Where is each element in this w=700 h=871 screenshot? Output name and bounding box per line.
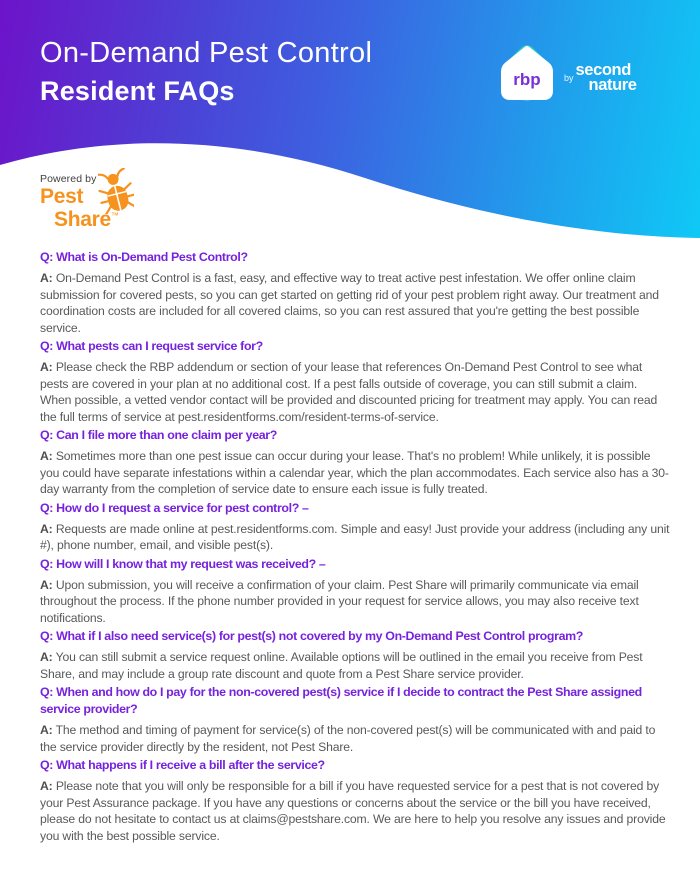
faq-question: Q: How will I know that my request was received? –: [40, 556, 326, 571]
faq-answer: A: Sometimes more than one pest issue can occur during your lease. That's no problem! While unlikely, it is possible you could have separate infestations within a calendar year, which the plan accommodates. Each service also has a 30-day warranty from the completion of service date to ensure each issue is fully treated.: [40, 449, 669, 496]
faq-question: Q: How do I request a service for pest control? –: [40, 500, 309, 515]
header-titles: [40, 36, 372, 107]
answer-label: A:: [40, 723, 53, 737]
faq-item: [40, 338, 670, 425]
pestshare-logo: [40, 173, 180, 229]
faq-answer: A: You can still submit a service request online. Available options will be outlined in the email you receive from Pest Share, and may include a group rate discount and quote from a Pest Share service provider.: [40, 650, 643, 681]
trademark-symbol: ™: [110, 211, 119, 220]
answer-label: A:: [40, 449, 53, 463]
faq-question: Q: What if I also need service(s) for pest(s) not covered by my On-Demand Pest Control program?: [40, 629, 584, 643]
faq-question: Q: What is On-Demand Pest Control?: [40, 250, 248, 264]
faq-answer: A: Please note that you will only be responsible for a bill if you have requested service for a pest that is not covered by your Pest Assurance package. If you have any questions or concerns about the service or the bill you have received, please do not hesitate to contact us at claims@pestshare.com. We are here to help you resolve any issues and provide you with the best possible service.: [40, 779, 666, 843]
faq-item: [40, 249, 670, 336]
faq-answer: A: Upon submission, you will receive a confirmation of your claim. Pest Share will primarily communicate via email throughout the process. If the phone number provided in your request for service allows, you may also receive text notifications.: [40, 577, 639, 625]
faq-item: [40, 628, 670, 682]
bug-icon: [98, 168, 134, 214]
answer-label: A:: [40, 779, 53, 793]
faq-item: [40, 684, 670, 755]
answer-label: A:: [40, 650, 53, 664]
faq-answer: A: On-Demand Pest Control is a fast, easy, and effective way to treat active pest infestation. We offer online claim submission for covered pests, so you can get started on getting rid of your pest problem right away. Our treatment and coordination costs are included for all covered claims, so you can rest assured that you're getting the best possible service.: [40, 271, 659, 335]
faq-question: Q: What pests can I request service for?: [40, 339, 263, 353]
faq-item: [40, 556, 670, 627]
pestshare-word-pest: Pest: [40, 185, 84, 208]
faq-answer: A: Please check the RBP addendum or section of your lease that references On-Demand Pest Control to see what pests are covered in your plan at no additional cost. If a pest falls outside of coverage, you can still submit a claim. When possible, a vetted vendor contact will be provided and discounted pricing for treatment may apply. You can read the full terms of service at pest.residentforms.com/resident-terms-of-service.: [40, 360, 658, 424]
header-banner: [0, 0, 700, 240]
page-title: On-Demand Pest Control: [40, 37, 373, 69]
faq-question: Q: When and how do I pay for the non-covered pest(s) service if I decide to contract the Pest Share assigned service provider?: [40, 685, 642, 716]
rbp-second-nature-logo: [497, 40, 637, 110]
answer-label: A:: [40, 360, 53, 374]
pestshare-word-share: Share™: [54, 208, 119, 231]
second-nature-name: second nature: [575, 61, 637, 94]
rbp-house-icon: [497, 40, 557, 110]
rbp-badge-icon: [497, 40, 557, 110]
by-label: by: [564, 73, 574, 83]
second-nature-wordmark: [564, 63, 637, 93]
answer-label: A:: [40, 271, 53, 285]
answer-label: A:: [40, 521, 53, 536]
answer-label: A:: [40, 577, 53, 592]
faq-question: Q: Can I file more than one claim per year?: [40, 428, 277, 442]
faq-item: [40, 757, 670, 844]
faq-answer: A: Requests are made online at pest.residentforms.com. Simple and easy! Just provide your address (including any unit #), phone number, email, and visible pest(s).: [40, 521, 670, 552]
powered-by-label: Powered by: [40, 173, 97, 185]
faq-list: [0, 240, 700, 844]
faq-question: Q: What happens if I receive a bill after the service?: [40, 758, 325, 772]
faq-item: [40, 500, 670, 554]
page-subtitle: Resident FAQs: [40, 76, 235, 106]
svg-text:rbp: rbp: [513, 70, 541, 89]
faq-item: [40, 427, 670, 498]
faq-answer: A: The method and timing of payment for service(s) of the non-covered pest(s) will be communicated with and paid to the service provider directly by the resident, not Pest Share.: [40, 723, 656, 754]
